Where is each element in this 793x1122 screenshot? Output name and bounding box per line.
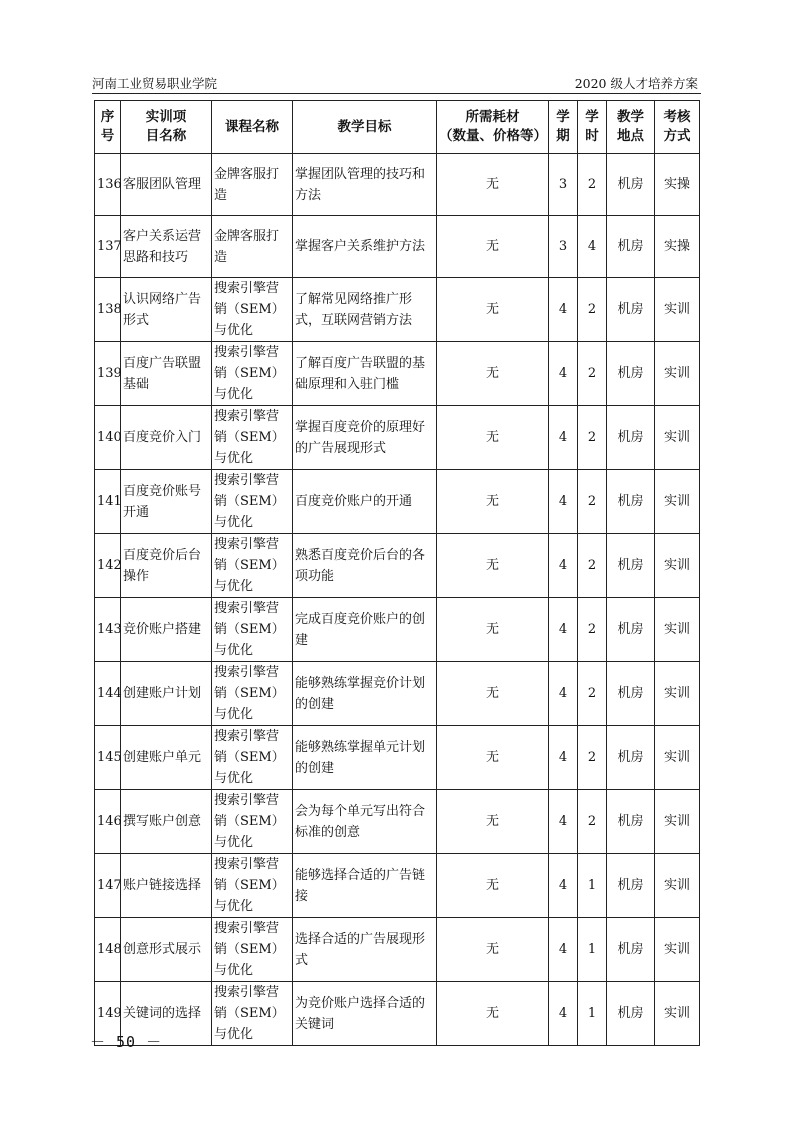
cell-semester: 4: [549, 598, 578, 662]
cell-location: 机房: [607, 662, 655, 726]
table-body: [95, 154, 700, 1046]
header-rule: [92, 93, 701, 94]
cell-course-name: 搜索引擎营销（SEM）与优化: [212, 918, 293, 982]
cell-course-name: 搜索引擎营销（SEM）与优化: [212, 726, 293, 790]
cell-hours: 1: [578, 918, 607, 982]
cell-assessment: 实操: [655, 154, 700, 216]
cell-hours: 4: [578, 216, 607, 278]
cell-teaching-goal: 选择合适的广告展现形式: [293, 918, 437, 982]
cell-assessment: 实训: [655, 342, 700, 406]
cell-course-name: 搜索引擎营销（SEM）与优化: [212, 470, 293, 534]
cell-teaching-goal: 为竞价账户选择合适的关键词: [293, 982, 437, 1046]
cell-teaching-goal: 掌握团队管理的技巧和方法: [293, 154, 437, 216]
cell-teaching-goal: 百度竞价账户的开通: [293, 470, 437, 534]
cell-consumables: 无: [437, 278, 549, 342]
cell-project-name: 撰写账户创意: [121, 790, 212, 854]
cell-location: 机房: [607, 406, 655, 470]
cell-project-name: 创建账户计划: [121, 662, 212, 726]
cell-course-name: 搜索引擎营销（SEM）与优化: [212, 598, 293, 662]
cell-seq: 146: [95, 790, 121, 854]
cell-project-name: 创意形式展示: [121, 918, 212, 982]
cell-semester: 4: [549, 534, 578, 598]
cell-course-name: 搜索引擎营销（SEM）与优化: [212, 790, 293, 854]
col-location-header: 教学 地点: [607, 101, 655, 154]
cell-consumables: 无: [437, 982, 549, 1046]
cell-consumables: 无: [437, 726, 549, 790]
cell-teaching-goal: 会为每个单元写出符合标准的创意: [293, 790, 437, 854]
cell-semester: 4: [549, 278, 578, 342]
cell-seq: 140: [95, 406, 121, 470]
cell-project-name: 百度广告联盟基础: [121, 342, 212, 406]
cell-teaching-goal: 能够熟练掌握单元计划的创建: [293, 726, 437, 790]
cell-location: 机房: [607, 342, 655, 406]
cell-course-name: 金牌客服打造: [212, 216, 293, 278]
cell-consumables: 无: [437, 342, 549, 406]
cell-seq: 138: [95, 278, 121, 342]
col-semester-header: 学 期: [549, 101, 578, 154]
page-number: － 50 －: [90, 1033, 163, 1051]
cell-hours: 1: [578, 854, 607, 918]
table-row: [95, 278, 700, 342]
cell-assessment: 实训: [655, 726, 700, 790]
cell-hours: 2: [578, 534, 607, 598]
cell-course-name: 搜索引擎营销（SEM）与优化: [212, 534, 293, 598]
cell-consumables: 无: [437, 662, 549, 726]
cell-assessment: 实训: [655, 662, 700, 726]
table-row: [95, 854, 700, 918]
cell-location: 机房: [607, 790, 655, 854]
cell-location: 机房: [607, 154, 655, 216]
cell-teaching-goal: 能够选择合适的广告链接: [293, 854, 437, 918]
table-row: [95, 726, 700, 790]
cell-location: 机房: [607, 470, 655, 534]
cell-seq: 143: [95, 598, 121, 662]
cell-semester: 4: [549, 726, 578, 790]
col-assessment-header: 考核 方式: [655, 101, 700, 154]
cell-assessment: 实训: [655, 534, 700, 598]
cell-hours: 1: [578, 982, 607, 1046]
table-row: [95, 918, 700, 982]
cell-seq: 147: [95, 854, 121, 918]
table-header-row: [95, 101, 700, 154]
cell-assessment: 实训: [655, 406, 700, 470]
table-row: [95, 406, 700, 470]
cell-teaching-goal: 了解常见网络推广形式，互联网营销方法: [293, 278, 437, 342]
document-title: 2020 级人才培养方案: [574, 76, 698, 91]
table-row: [95, 470, 700, 534]
cell-seq: 142: [95, 534, 121, 598]
cell-semester: 3: [549, 154, 578, 216]
cell-semester: 4: [549, 854, 578, 918]
training-table: [94, 100, 700, 1046]
cell-project-name: 百度竞价后台操作: [121, 534, 212, 598]
cell-semester: 3: [549, 216, 578, 278]
cell-project-name: 百度竞价账号开通: [121, 470, 212, 534]
cell-consumables: 无: [437, 534, 549, 598]
cell-semester: 4: [549, 982, 578, 1046]
cell-project-name: 账户链接选择: [121, 854, 212, 918]
cell-assessment: 实训: [655, 854, 700, 918]
table-row: [95, 216, 700, 278]
table-row: [95, 790, 700, 854]
cell-hours: 2: [578, 790, 607, 854]
cell-location: 机房: [607, 726, 655, 790]
cell-seq: 141: [95, 470, 121, 534]
cell-semester: 4: [549, 918, 578, 982]
col-course-name-header: 课程名称: [212, 101, 293, 154]
cell-teaching-goal: 掌握百度竞价的原理好的广告展现形式: [293, 406, 437, 470]
cell-assessment: 实训: [655, 982, 700, 1046]
table-row: [95, 598, 700, 662]
cell-assessment: 实训: [655, 790, 700, 854]
cell-project-name: 百度竞价入门: [121, 406, 212, 470]
cell-location: 机房: [607, 216, 655, 278]
cell-seq: 136: [95, 154, 121, 216]
cell-location: 机房: [607, 278, 655, 342]
cell-course-name: 金牌客服打造: [212, 154, 293, 216]
cell-course-name: 搜索引擎营销（SEM）与优化: [212, 854, 293, 918]
cell-seq: 145: [95, 726, 121, 790]
table-row: [95, 342, 700, 406]
cell-location: 机房: [607, 534, 655, 598]
cell-course-name: 搜索引擎营销（SEM）与优化: [212, 342, 293, 406]
cell-seq: 137: [95, 216, 121, 278]
cell-location: 机房: [607, 854, 655, 918]
cell-location: 机房: [607, 918, 655, 982]
cell-semester: 4: [549, 662, 578, 726]
cell-hours: 2: [578, 278, 607, 342]
school-name: 河南工业贸易职业学院: [92, 76, 218, 91]
cell-course-name: 搜索引擎营销（SEM）与优化: [212, 278, 293, 342]
col-hours-header: 学 时: [578, 101, 607, 154]
cell-course-name: 搜索引擎营销（SEM）与优化: [212, 662, 293, 726]
table-row: [95, 982, 700, 1046]
cell-assessment: 实训: [655, 918, 700, 982]
cell-seq: 139: [95, 342, 121, 406]
cell-consumables: 无: [437, 854, 549, 918]
cell-semester: 4: [549, 470, 578, 534]
cell-hours: 2: [578, 342, 607, 406]
cell-teaching-goal: 能够熟练掌握竞价计划的创建: [293, 662, 437, 726]
cell-consumables: 无: [437, 406, 549, 470]
cell-semester: 4: [549, 406, 578, 470]
cell-location: 机房: [607, 982, 655, 1046]
cell-project-name: 认识网络广告形式: [121, 278, 212, 342]
cell-assessment: 实训: [655, 278, 700, 342]
cell-seq: 149: [95, 982, 121, 1046]
cell-location: 机房: [607, 598, 655, 662]
cell-teaching-goal: 熟悉百度竞价后台的各项功能: [293, 534, 437, 598]
cell-hours: 2: [578, 154, 607, 216]
cell-teaching-goal: 掌握客户关系维护方法: [293, 216, 437, 278]
table-row: [95, 662, 700, 726]
cell-assessment: 实训: [655, 470, 700, 534]
col-teaching-goal-header: 教学目标: [293, 101, 437, 154]
cell-consumables: 无: [437, 216, 549, 278]
cell-semester: 4: [549, 342, 578, 406]
cell-hours: 2: [578, 470, 607, 534]
cell-project-name: 竞价账户搭建: [121, 598, 212, 662]
cell-assessment: 实操: [655, 216, 700, 278]
cell-seq: 144: [95, 662, 121, 726]
col-consumables-header: 所需耗材 （数量、价格等）: [437, 101, 549, 154]
cell-teaching-goal: 完成百度竞价账户的创建: [293, 598, 437, 662]
cell-assessment: 实训: [655, 598, 700, 662]
cell-project-name: 客户关系运营思路和技巧: [121, 216, 212, 278]
cell-hours: 2: [578, 406, 607, 470]
cell-seq: 148: [95, 918, 121, 982]
cell-course-name: 搜索引擎营销（SEM）与优化: [212, 406, 293, 470]
cell-teaching-goal: 了解百度广告联盟的基础原理和入驻门槛: [293, 342, 437, 406]
cell-hours: 2: [578, 598, 607, 662]
cell-consumables: 无: [437, 790, 549, 854]
cell-hours: 2: [578, 726, 607, 790]
col-seq-header: 序 号: [95, 101, 121, 154]
cell-hours: 2: [578, 662, 607, 726]
cell-project-name: 客服团队管理: [121, 154, 212, 216]
cell-project-name: 关键词的选择: [121, 982, 212, 1046]
col-project-name-header: 实训项 目名称: [121, 101, 212, 154]
table-row: [95, 154, 700, 216]
cell-project-name: 创建账户单元: [121, 726, 212, 790]
cell-course-name: 搜索引擎营销（SEM）与优化: [212, 982, 293, 1046]
cell-semester: 4: [549, 790, 578, 854]
cell-consumables: 无: [437, 598, 549, 662]
cell-consumables: 无: [437, 154, 549, 216]
cell-consumables: 无: [437, 470, 549, 534]
table-row: [95, 534, 700, 598]
cell-consumables: 无: [437, 918, 549, 982]
